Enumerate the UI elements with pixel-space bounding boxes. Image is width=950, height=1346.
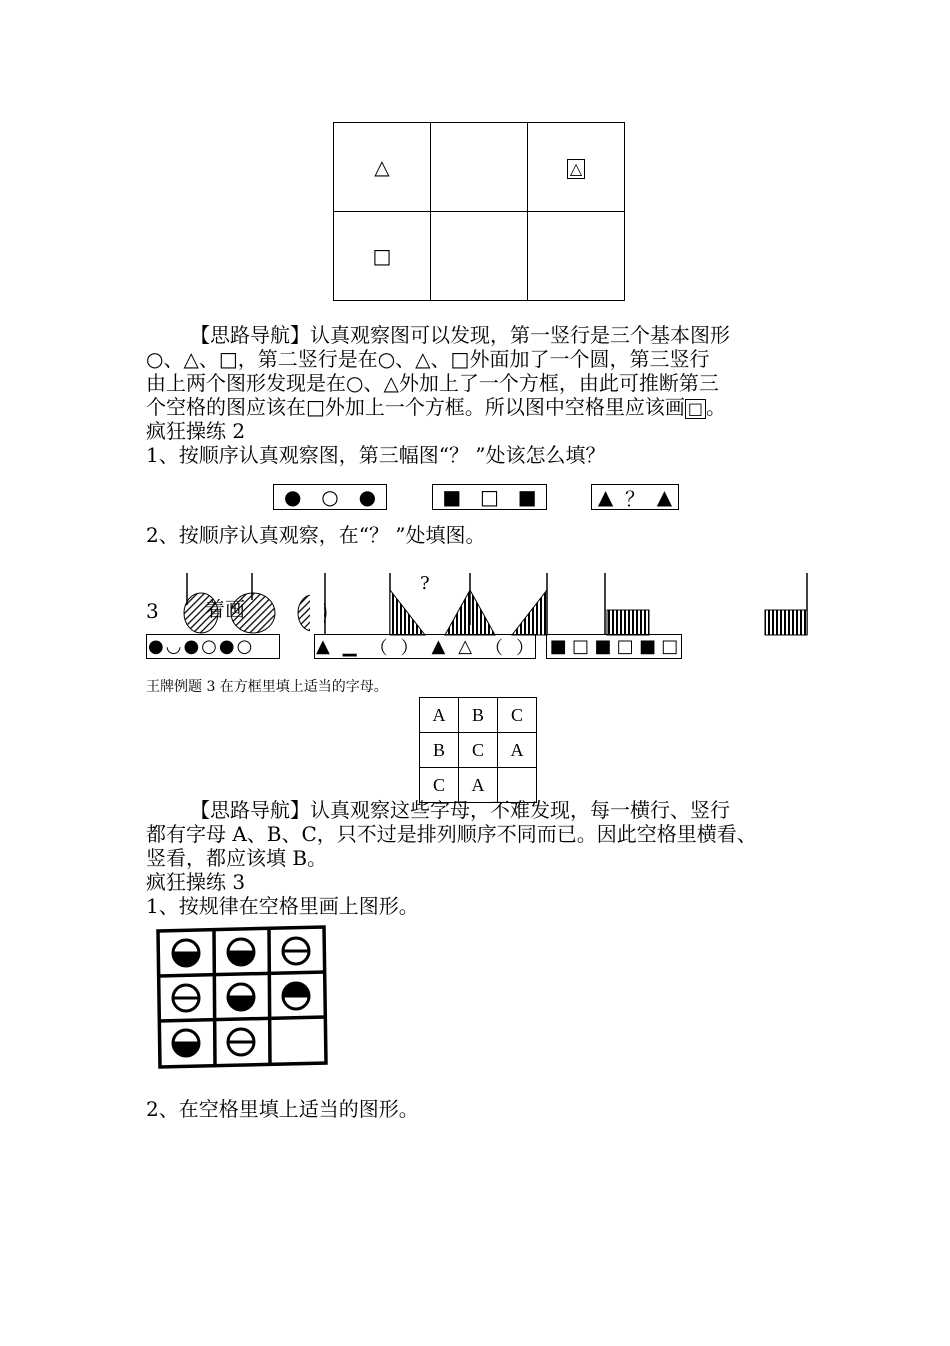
square-icon: □ xyxy=(661,636,679,657)
question-3-number: 3 xyxy=(146,599,159,623)
sequence-row-triangles: ▲ ▁ （ ） ▲ △ （ ） xyxy=(314,634,536,659)
half-circle-grid xyxy=(152,925,332,1070)
open-circle-icon: ◡ xyxy=(165,636,182,657)
half-filled-circle-icon xyxy=(228,939,254,965)
half-filled-circle-icon xyxy=(228,984,254,1010)
filled-circle-icon: ● xyxy=(358,485,377,509)
circle-with-line-icon xyxy=(228,1029,254,1055)
circle-with-line-icon xyxy=(283,938,309,964)
square-icon: □ xyxy=(616,636,634,657)
filled-triangle-icon: ▲ xyxy=(431,636,446,657)
grid1-cell xyxy=(431,123,528,212)
letter-cell: C xyxy=(459,733,498,768)
letter-cell: C xyxy=(498,698,537,733)
practice3-question-1: 1、按规律在空格里画上图形。 xyxy=(146,894,419,918)
filled-circle-icon: ● xyxy=(218,636,235,657)
letter-cell: C xyxy=(420,768,459,803)
circle-icon: ○ xyxy=(321,485,339,509)
half-filled-circle-icon xyxy=(173,940,199,966)
hatched-triangle xyxy=(512,590,547,635)
filled-triangle-icon: ▲ xyxy=(597,485,614,509)
question-mark: ? xyxy=(420,573,430,594)
hatched-bar xyxy=(765,610,807,635)
hint-paragraph-2: 【思路导航】认真观察这些字母，不难发现，每一横行、竖行 都有字母 A、B、C，只不过是排列顺序不同而已。因此空格里横看、 竖看，都应该填 B。 疯狂操练 3 1、按规律在空格里画上图形。 xyxy=(146,798,836,918)
filled-circle-icon: ● xyxy=(148,636,164,657)
grid1-cell xyxy=(431,212,528,301)
letter-cell: B xyxy=(459,698,498,733)
letter-grid xyxy=(419,697,537,803)
half-filled-circle-icon xyxy=(173,1030,199,1056)
letter-cell: A xyxy=(498,733,537,768)
pattern-grid-1 xyxy=(333,122,625,301)
filled-circle-icon: ● xyxy=(183,636,200,657)
square-icon: □ xyxy=(480,485,499,509)
filled-square-icon: ■ xyxy=(549,636,567,657)
grid1-cell xyxy=(528,123,625,212)
square-icon: □ xyxy=(571,636,589,657)
boxed-triangle-icon: △ xyxy=(567,159,585,179)
example3-title: 王牌例题 3 在方框里填上适当的字母。 xyxy=(146,679,388,695)
practice3-question-2: 2、在空格里填上适当的图形。 xyxy=(146,1097,419,1121)
triangle-icon: △ xyxy=(374,155,390,179)
circle-with-line-icon xyxy=(173,985,199,1011)
filled-square-icon: ■ xyxy=(638,636,656,657)
filled-circle-icon: ● xyxy=(283,485,302,509)
filled-square-icon: ■ xyxy=(594,636,612,657)
circle-icon: ○ xyxy=(201,636,217,657)
grid1-cell xyxy=(334,212,431,301)
hatched-bar xyxy=(607,610,649,635)
sequence-box-triangles xyxy=(591,484,679,510)
top-filled-circle-icon xyxy=(283,983,309,1009)
sequence-row-circles xyxy=(146,634,280,659)
practice2-question-2: 2、按顺序认真观察，在“？ ”处填图。 xyxy=(146,523,486,547)
letter-cell: A xyxy=(420,698,459,733)
practice2-question-1: 1、按顺序认真观察图，第三幅图“？ ”处该怎么填？ xyxy=(146,443,606,467)
square-icon: □ xyxy=(372,244,392,268)
triangle-icon: △ xyxy=(458,636,473,657)
answer-boxed-square-icon: □ xyxy=(685,399,706,419)
grid1-cell xyxy=(528,212,625,301)
circle-icon: ○ xyxy=(236,636,253,657)
filled-square-icon: ■ xyxy=(442,485,462,509)
practice2-title: 疯狂操练 2 xyxy=(146,419,246,443)
filled-square-icon: ■ xyxy=(517,485,537,509)
letter-cell: A xyxy=(459,768,498,803)
grid1-cell xyxy=(334,123,431,212)
question-mark: ？ xyxy=(624,486,645,511)
sequence-box-squares xyxy=(432,484,547,510)
hint-paragraph-1: 【思路导航】认真观察图可以发现，第一竖行是三个基本图形 ○、△、□，第二竖行是在○、△、□外面加了一个圆，第三竖行 由上两个图形发现是在○、△外加上了一个方框，由此可推断第三 个空格的图应该在□外加上一个方框。所以图中空格里应该画 □ 。 疯狂操练 2 1、按顺序认真观察图，第三幅图“？ ”处该怎么填？ xyxy=(146,323,826,467)
filled-triangle-icon: ▲ xyxy=(656,485,673,509)
sequence-box-circles xyxy=(273,484,387,510)
practice3-title: 疯狂操练 3 xyxy=(146,870,246,894)
letter-cell: B xyxy=(420,733,459,768)
question-3-fragment: 着画 xyxy=(205,597,245,621)
filled-triangle-icon: ▲ xyxy=(316,636,330,657)
hatched-triangle xyxy=(390,590,425,635)
sequence-row-squares xyxy=(546,634,682,659)
